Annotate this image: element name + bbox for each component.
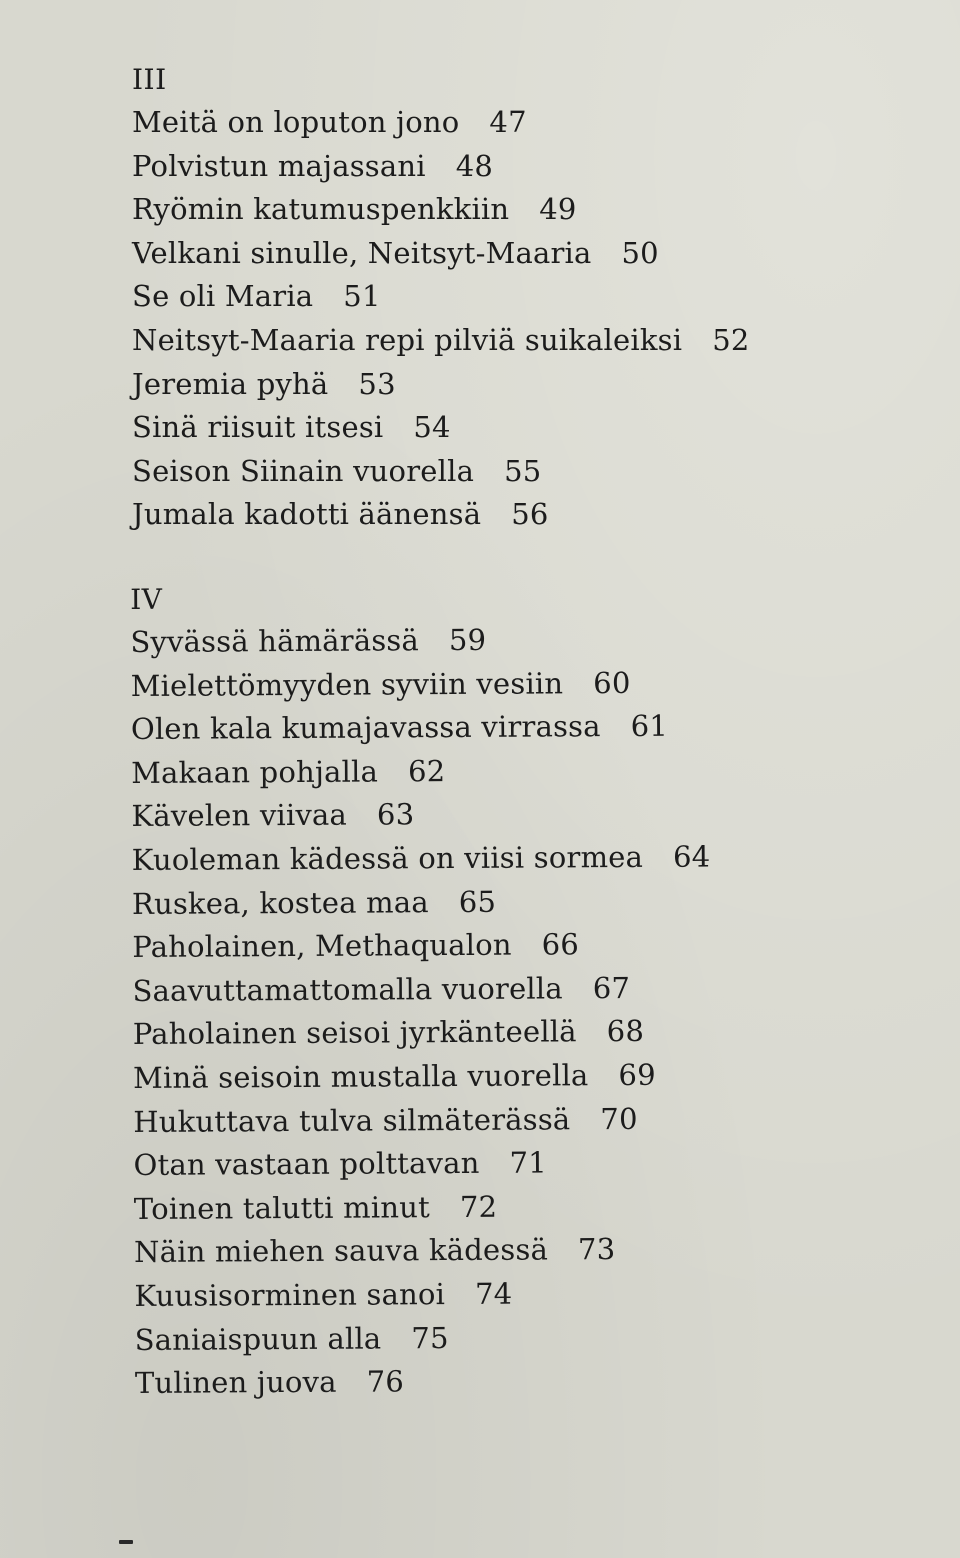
entry-page-number: 62: [407, 753, 446, 789]
entry-page-number: 50: [621, 235, 659, 270]
toc-entry: [132, 493, 750, 537]
toc-entry: [133, 1141, 712, 1188]
toc-section-3: [132, 58, 750, 537]
entry-title: Paholainen seisoi jyrkänteellä: [132, 1014, 577, 1052]
entry-title: Kuusisorminen sanoi: [134, 1276, 446, 1313]
entry-page-number: 71: [509, 1145, 547, 1180]
toc-entry: [132, 406, 750, 450]
entry-page-number: 55: [504, 453, 542, 488]
entry-page-number: 75: [411, 1320, 449, 1355]
toc-entry: [132, 923, 711, 970]
entry-page-number: 52: [712, 322, 750, 357]
toc-entry: [130, 617, 709, 664]
cropped-page-mark: [119, 1540, 133, 1544]
entry-title: Jumala kadotti äänensä: [132, 497, 482, 532]
entry-page-number: 60: [593, 665, 631, 700]
entry-page-number: 47: [489, 105, 527, 139]
entry-page-number: 51: [343, 279, 381, 314]
toc-entry: [131, 748, 710, 795]
entry-title: Minä seisoin mustalla vuorella: [132, 1058, 589, 1095]
entry-title: Saavuttamattomalla vuorella: [132, 971, 563, 1008]
toc-entry: [133, 1097, 712, 1144]
entry-title: Se oli Maria: [132, 279, 314, 314]
entry-title: Polvistun majassani: [132, 148, 426, 183]
toc-entry: [135, 1359, 714, 1406]
toc-entry: [135, 1315, 714, 1362]
entry-page-number: 63: [376, 797, 415, 832]
toc-entry: [132, 232, 750, 276]
toc-entry: [132, 145, 750, 189]
entry-title: Jeremia pyhä: [132, 366, 329, 401]
entry-title: Toinen talutti minut: [133, 1189, 430, 1226]
toc-entry: [132, 363, 750, 407]
toc-entry: [132, 879, 711, 926]
entry-page-number: 67: [592, 970, 631, 1005]
entry-title: Hukuttava tulva silmäterässä: [133, 1101, 571, 1139]
entry-title: Makaan pohjalla: [131, 754, 379, 790]
toc-entry: [132, 966, 711, 1013]
toc-entry: [132, 101, 750, 145]
entry-title: Ryömin katumuspenkkiin: [132, 192, 510, 227]
entry-page-number: 70: [600, 1101, 638, 1136]
entry-page-number: 74: [474, 1276, 513, 1311]
entry-title: Meitä on loputon jono: [132, 105, 460, 139]
entry-title: Olen kala kumajavassa virrassa: [130, 709, 601, 747]
entry-page-number: 69: [618, 1057, 656, 1092]
section-heading: III: [132, 63, 167, 96]
toc-entry: [133, 1010, 712, 1057]
entry-title: Sinä riisuit itsesi: [132, 410, 384, 445]
toc-entry: [132, 835, 711, 882]
entry-page-number: 54: [413, 410, 451, 445]
entry-title: Seison Siinain vuorella: [132, 453, 475, 488]
entry-page-number: 66: [541, 927, 580, 962]
toc-entry: [132, 450, 750, 494]
entry-title: Syvässä hämärässä: [130, 623, 420, 659]
toc-entry: [132, 188, 750, 232]
entry-page-number: 48: [455, 148, 494, 183]
entry-page-number: 56: [511, 497, 549, 532]
toc-entry: [132, 319, 750, 363]
toc-entry: [133, 1053, 712, 1100]
entry-page-number: 73: [577, 1232, 616, 1267]
entry-title: Tulinen juova: [134, 1364, 337, 1401]
entry-title: Saniaispuun alla: [134, 1320, 382, 1357]
entry-title: Neitsyt-Maaria repi pilviä suikaleiksi: [132, 322, 683, 357]
toc-section-4: [130, 574, 714, 1405]
entry-page-number: 76: [366, 1364, 405, 1399]
toc-entry: [131, 661, 710, 708]
entry-title: Näin miehen sauva kädessä: [134, 1232, 549, 1270]
entry-title: Ruskea, kostea maa: [131, 884, 429, 921]
entry-page-number: 65: [458, 884, 497, 919]
toc-entry: [131, 792, 710, 839]
entry-title: Otan vastaan polttavan: [133, 1146, 480, 1183]
toc-entry: [134, 1271, 713, 1318]
toc-entry: [134, 1184, 713, 1231]
entry-page-number: 72: [459, 1189, 498, 1224]
entry-page-number: 53: [358, 366, 396, 401]
section-heading: IV: [130, 582, 163, 616]
entry-page-number: 61: [630, 708, 669, 744]
toc-entry: [132, 275, 750, 319]
toc-entry: [131, 705, 710, 752]
entry-title: Kuoleman kädessä on viisi sormea: [131, 839, 644, 877]
entry-title: Mielettömyyden syviin vesiin: [130, 665, 564, 703]
entry-page-number: 49: [539, 192, 577, 227]
toc-entry: [134, 1228, 713, 1275]
entry-page-number: 64: [672, 839, 711, 874]
entry-title: Velkani sinulle, Neitsyt-Maaria: [132, 235, 592, 270]
entry-title: Paholainen, Methaqualon: [132, 927, 512, 965]
entry-page-number: 68: [606, 1014, 645, 1049]
entry-title: Kävelen viivaa: [131, 798, 348, 834]
entry-page-number: 59: [448, 622, 487, 658]
